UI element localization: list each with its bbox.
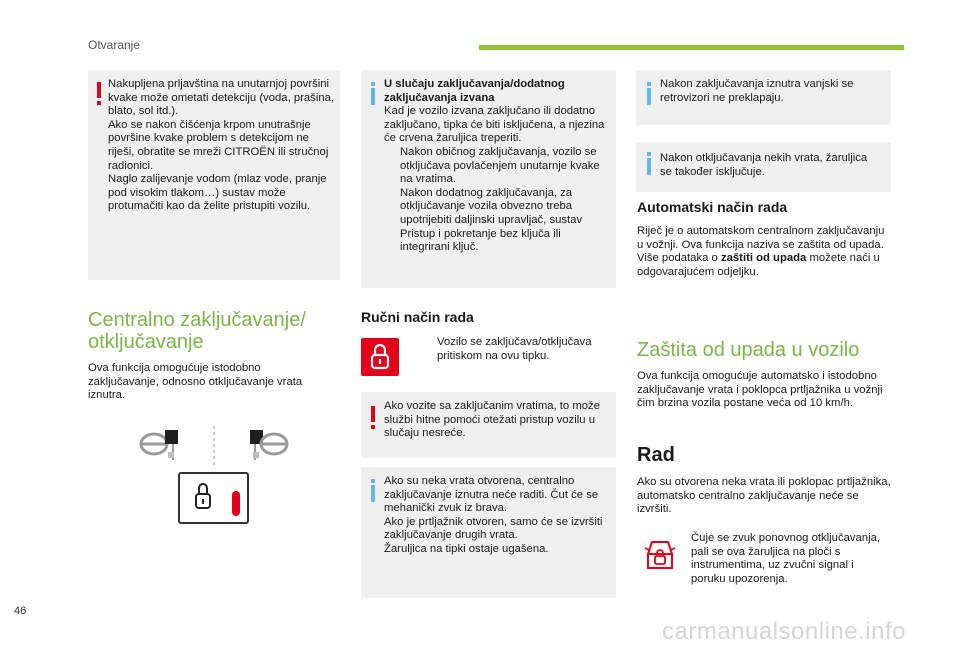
operation-title: Rad bbox=[637, 444, 675, 466]
info-mark-icon bbox=[371, 485, 375, 502]
lock-button-icon bbox=[196, 484, 210, 508]
page-number: 46 bbox=[14, 605, 27, 617]
info-mark-icon bbox=[647, 88, 651, 105]
auto-mode-title: Automatski način rada bbox=[637, 199, 788, 215]
info-mark-icon bbox=[371, 88, 375, 105]
door-warning-lamp-icon bbox=[643, 534, 677, 574]
intrusion-protection-body: Ova funkcija omogućuje automatsko i istodobno zaključavanje vrata i poklopca prtljažnika u vožnji čim brzina vozila postane veća od 10 km/h. bbox=[637, 370, 883, 410]
manual-mode-bullet: Vozilo se zaključava/otključava pritiskom na ovu tipku. bbox=[437, 336, 592, 362]
operation-body: Ako su otvorena neka vrata ili poklopac prtljažnika, automatsko centralno zaključavanje neće se izvršiti. bbox=[637, 476, 891, 516]
info-text-door-open: Ako su neka vrata otvorena, centralno zaključavanje iznutra neće raditi. Čut će se mehanički zvuk iz brava. Ako je prtljažnik otvoren, samo će se izvršiti zaključavanje drugih vrata. Žaruljica na tipki ostaje ugašena. bbox=[384, 475, 603, 555]
manual-lock-button-badge bbox=[361, 338, 399, 376]
list-item: Nakon običnog zaključavanja, vozilo se otključava povlačenjem unutarnje kvake na vratima. bbox=[400, 145, 600, 186]
warning-text-locked-driving: Ako vozite sa zaključanim vratima, to može službi hitne pomoći otežati pristup vozilu u slučaju nesreće. bbox=[384, 400, 600, 440]
operation-note: Čuje se zvuk ponovnog otključavanja, pali se ova žaruljica na ploči s instrumentima, uz zvučni signal i poruku upozorenja. bbox=[691, 532, 881, 585]
info-text-outside-lock: U slučaju zaključavanja/dodatnog zaključavanja izvana Kad je vozilo izvana zaključano ili dodatno zaključano, tipka će biti isključena, a njezina će crvena žaruljica treperiti. Nakon običnog zaključavanja, vozilo se otključava povlačenjem unutarnje kvake na vratima. Nakon dodatnog zaključavanja, za otključavanje vozila obvezno treba upotrijebiti daljinski upravljač, sustav Pristup i pokretanje bez ključa ili integrirani ključ. bbox=[384, 78, 612, 255]
watermark: carmanualsonline.info bbox=[662, 618, 906, 645]
lock-button-icon bbox=[361, 338, 399, 376]
central-locking-body: Ova funkcija omogućuje istodobno zaključavanje, odnosno otključavanje vrata iznutra. bbox=[88, 362, 303, 402]
warning-mark-icon bbox=[97, 82, 101, 98]
info-text-mirrors: Nakon zaključavanja iznutra vanjski se retrovizori ne preklapaju. bbox=[660, 78, 854, 104]
list-item: Nakon dodatnog zaključavanja, za otključavanje vozila obvezno treba upotrijebiti daljinski upravljač, sustav Pristup i pokretanje bez ključa ili integrirani ključ. bbox=[400, 186, 583, 254]
info-mark-icon bbox=[647, 158, 651, 175]
info-text-unlock-lamp: Nakon otključavanja nekih vrata, žaruljica se također isključuje. bbox=[660, 152, 868, 178]
warning-mark-icon bbox=[371, 406, 375, 422]
steering-wheel-icon bbox=[141, 434, 167, 454]
section-title: Otvaranje bbox=[88, 38, 141, 52]
warning-text-dirt: Nakupljena prljavština na unutarnjoj površini kvake može ometati detekciju (voda, prašina, blato, sol itd.). Ako se nakon čišćenja krpom unutrašnje površine kvake problem s detekcijom ne riješi, obratite se mreži CITROËN ili stručnoj radionici. Naglo zalijevanje vodom (mlaz vode, pranje pod visokim tlakom…) sustav može protumačiti kao da želite pristupiti vozilu. bbox=[108, 78, 335, 213]
section-accent-bar bbox=[479, 45, 904, 50]
door-lock-illustration bbox=[132, 424, 300, 524]
auto-mode-body: Riječ je o automatskom centralnom zaključavanju u vožnji. Ova funkcija naziva se zaštita od upada. Više podataka o zaštiti od upada možete naći u odgovarajućem odjeljku. bbox=[637, 225, 885, 278]
central-locking-title: Centralno zaključavanje/ otključavanje bbox=[88, 309, 306, 353]
manual-mode-title: Ručni način rada bbox=[361, 309, 474, 325]
intrusion-protection-title: Zaštita od upada u vozilo bbox=[637, 339, 860, 361]
steering-wheel-icon bbox=[261, 434, 287, 454]
